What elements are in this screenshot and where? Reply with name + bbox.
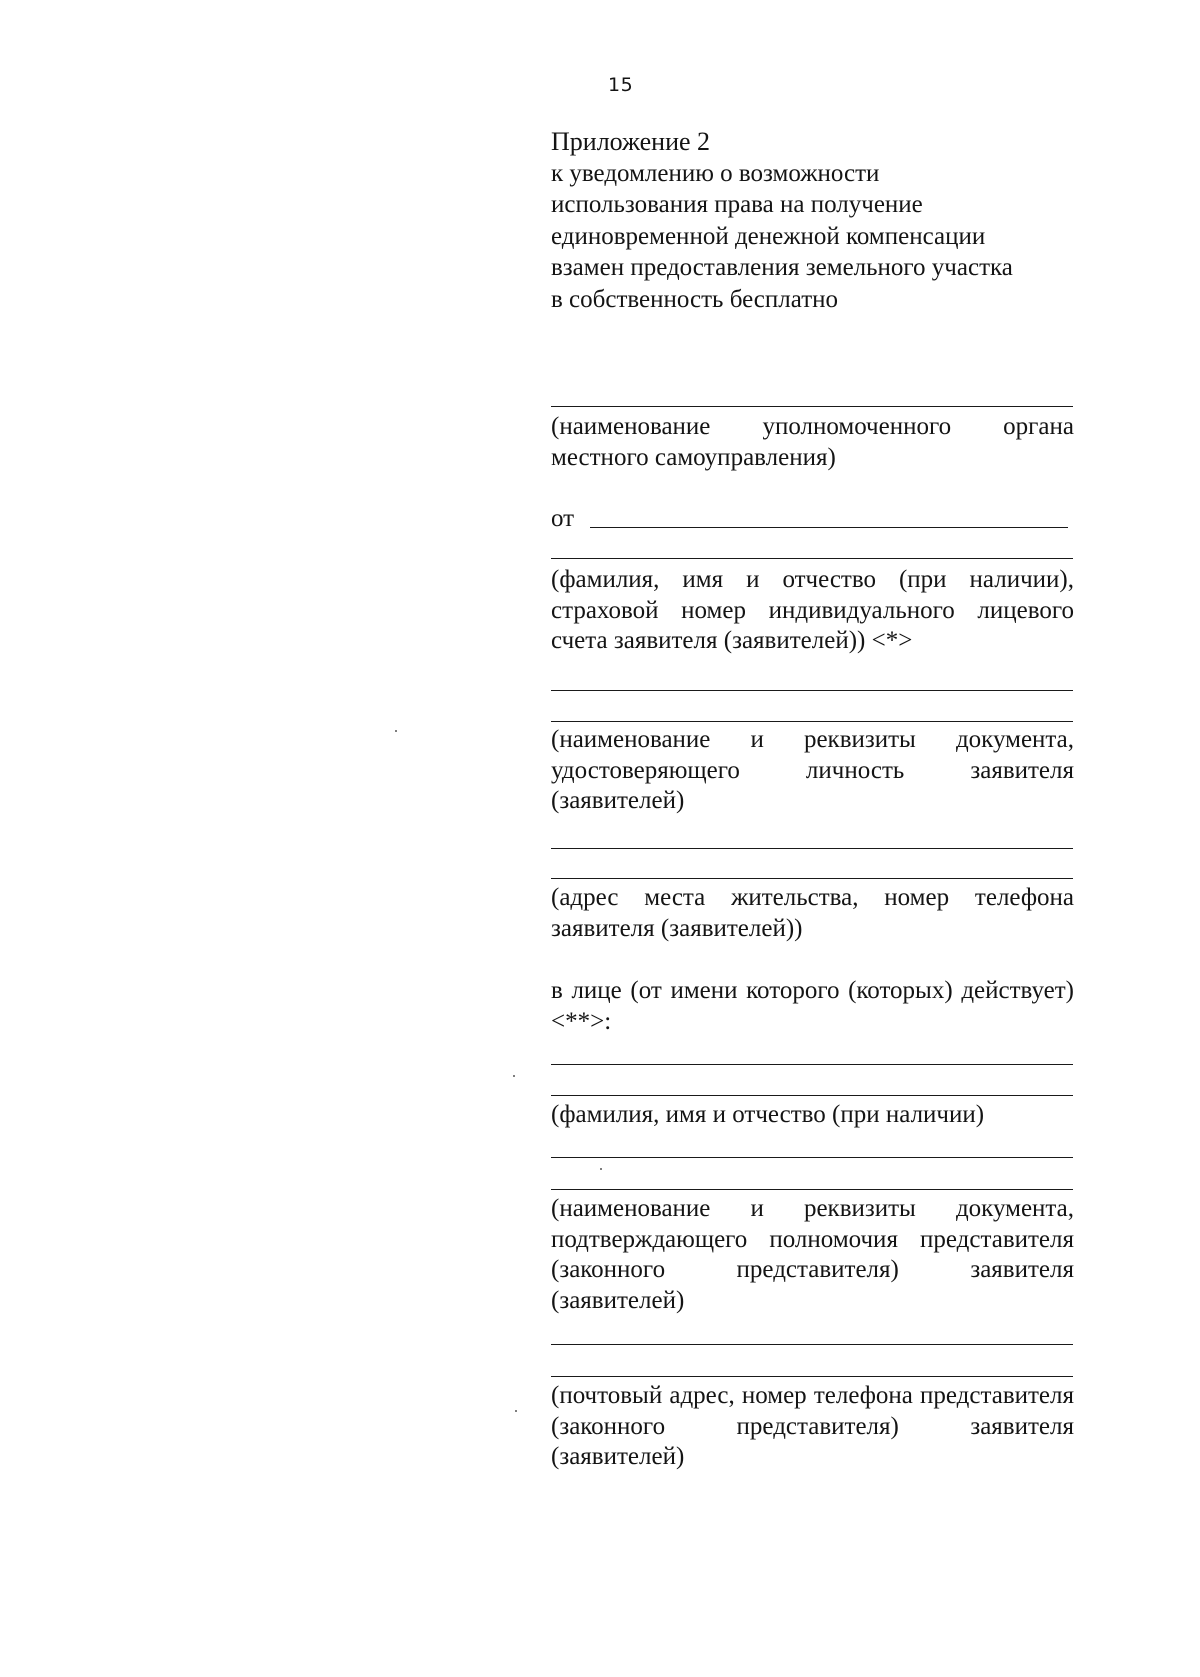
appendix-title: Приложение 2 — [551, 127, 711, 156]
appendix-line: использования права на получение — [551, 191, 923, 218]
representative-name-caption: (фамилия, имя и отчество (при наличии) — [551, 1101, 985, 1128]
applicant-address-blank-line-2 — [551, 878, 1073, 879]
appendix-header — [551, 126, 1071, 315]
representative-document-blank-line-1 — [551, 1157, 1073, 1158]
applicant-document-blank-line-2 — [551, 721, 1073, 722]
applicant-name-blank-line — [551, 558, 1073, 559]
representative-intro: в лице (от имени которого (которых) действует) <**>: — [551, 977, 1074, 1035]
representative-address-blank-line-2 — [551, 1376, 1073, 1377]
representative-address-caption: (почтовый адрес, номер телефона представителя (законного представителя) заявителя (заявителей) — [551, 1382, 1074, 1470]
representative-document-blank-line-2 — [551, 1189, 1073, 1190]
from-blank-line — [590, 527, 1068, 528]
appendix-line: в собственность бесплатно — [551, 285, 839, 313]
appendix-line: единовременной денежной компенсации — [551, 222, 986, 250]
applicant-address-caption: (адрес места жительства, номер телефона заявителя (заявителей)) — [551, 884, 1074, 942]
scan-speck — [395, 730, 397, 732]
applicant-document-caption: (наименование и реквизиты документа, удостоверяющего личность заявителя (заявителей) — [551, 726, 1074, 814]
page-number: 15 — [608, 74, 634, 96]
representative-address-blank-line-1 — [551, 1344, 1073, 1345]
applicant-address-blank-line-1 — [551, 848, 1073, 849]
representative-name-blank-line-1 — [551, 1064, 1073, 1065]
applicant-document-blank-line-1 — [551, 690, 1073, 691]
authority-blank-line — [551, 406, 1073, 407]
authority-caption: (наименование уполномоченного органа местного самоуправления) — [551, 413, 1074, 471]
appendix-line: взамен предоставления земельного участка — [551, 254, 1013, 281]
from-label: от — [551, 505, 575, 532]
scan-speck — [600, 1168, 602, 1170]
scan-speck — [513, 1075, 515, 1077]
applicant-name-caption: (фамилия, имя и отчество (при наличии), страховой номер индивидуального лицевого счета заявителя (заявителей)) <*> — [551, 566, 1074, 654]
scan-speck — [515, 1410, 517, 1412]
appendix-line: к уведомлению о возможности — [551, 159, 880, 187]
representative-name-blank-line-2 — [551, 1095, 1073, 1096]
representative-document-caption: (наименование и реквизиты документа, подтверждающего полномочия представителя (законного представителя) заявителя (заявителей) — [551, 1195, 1074, 1314]
